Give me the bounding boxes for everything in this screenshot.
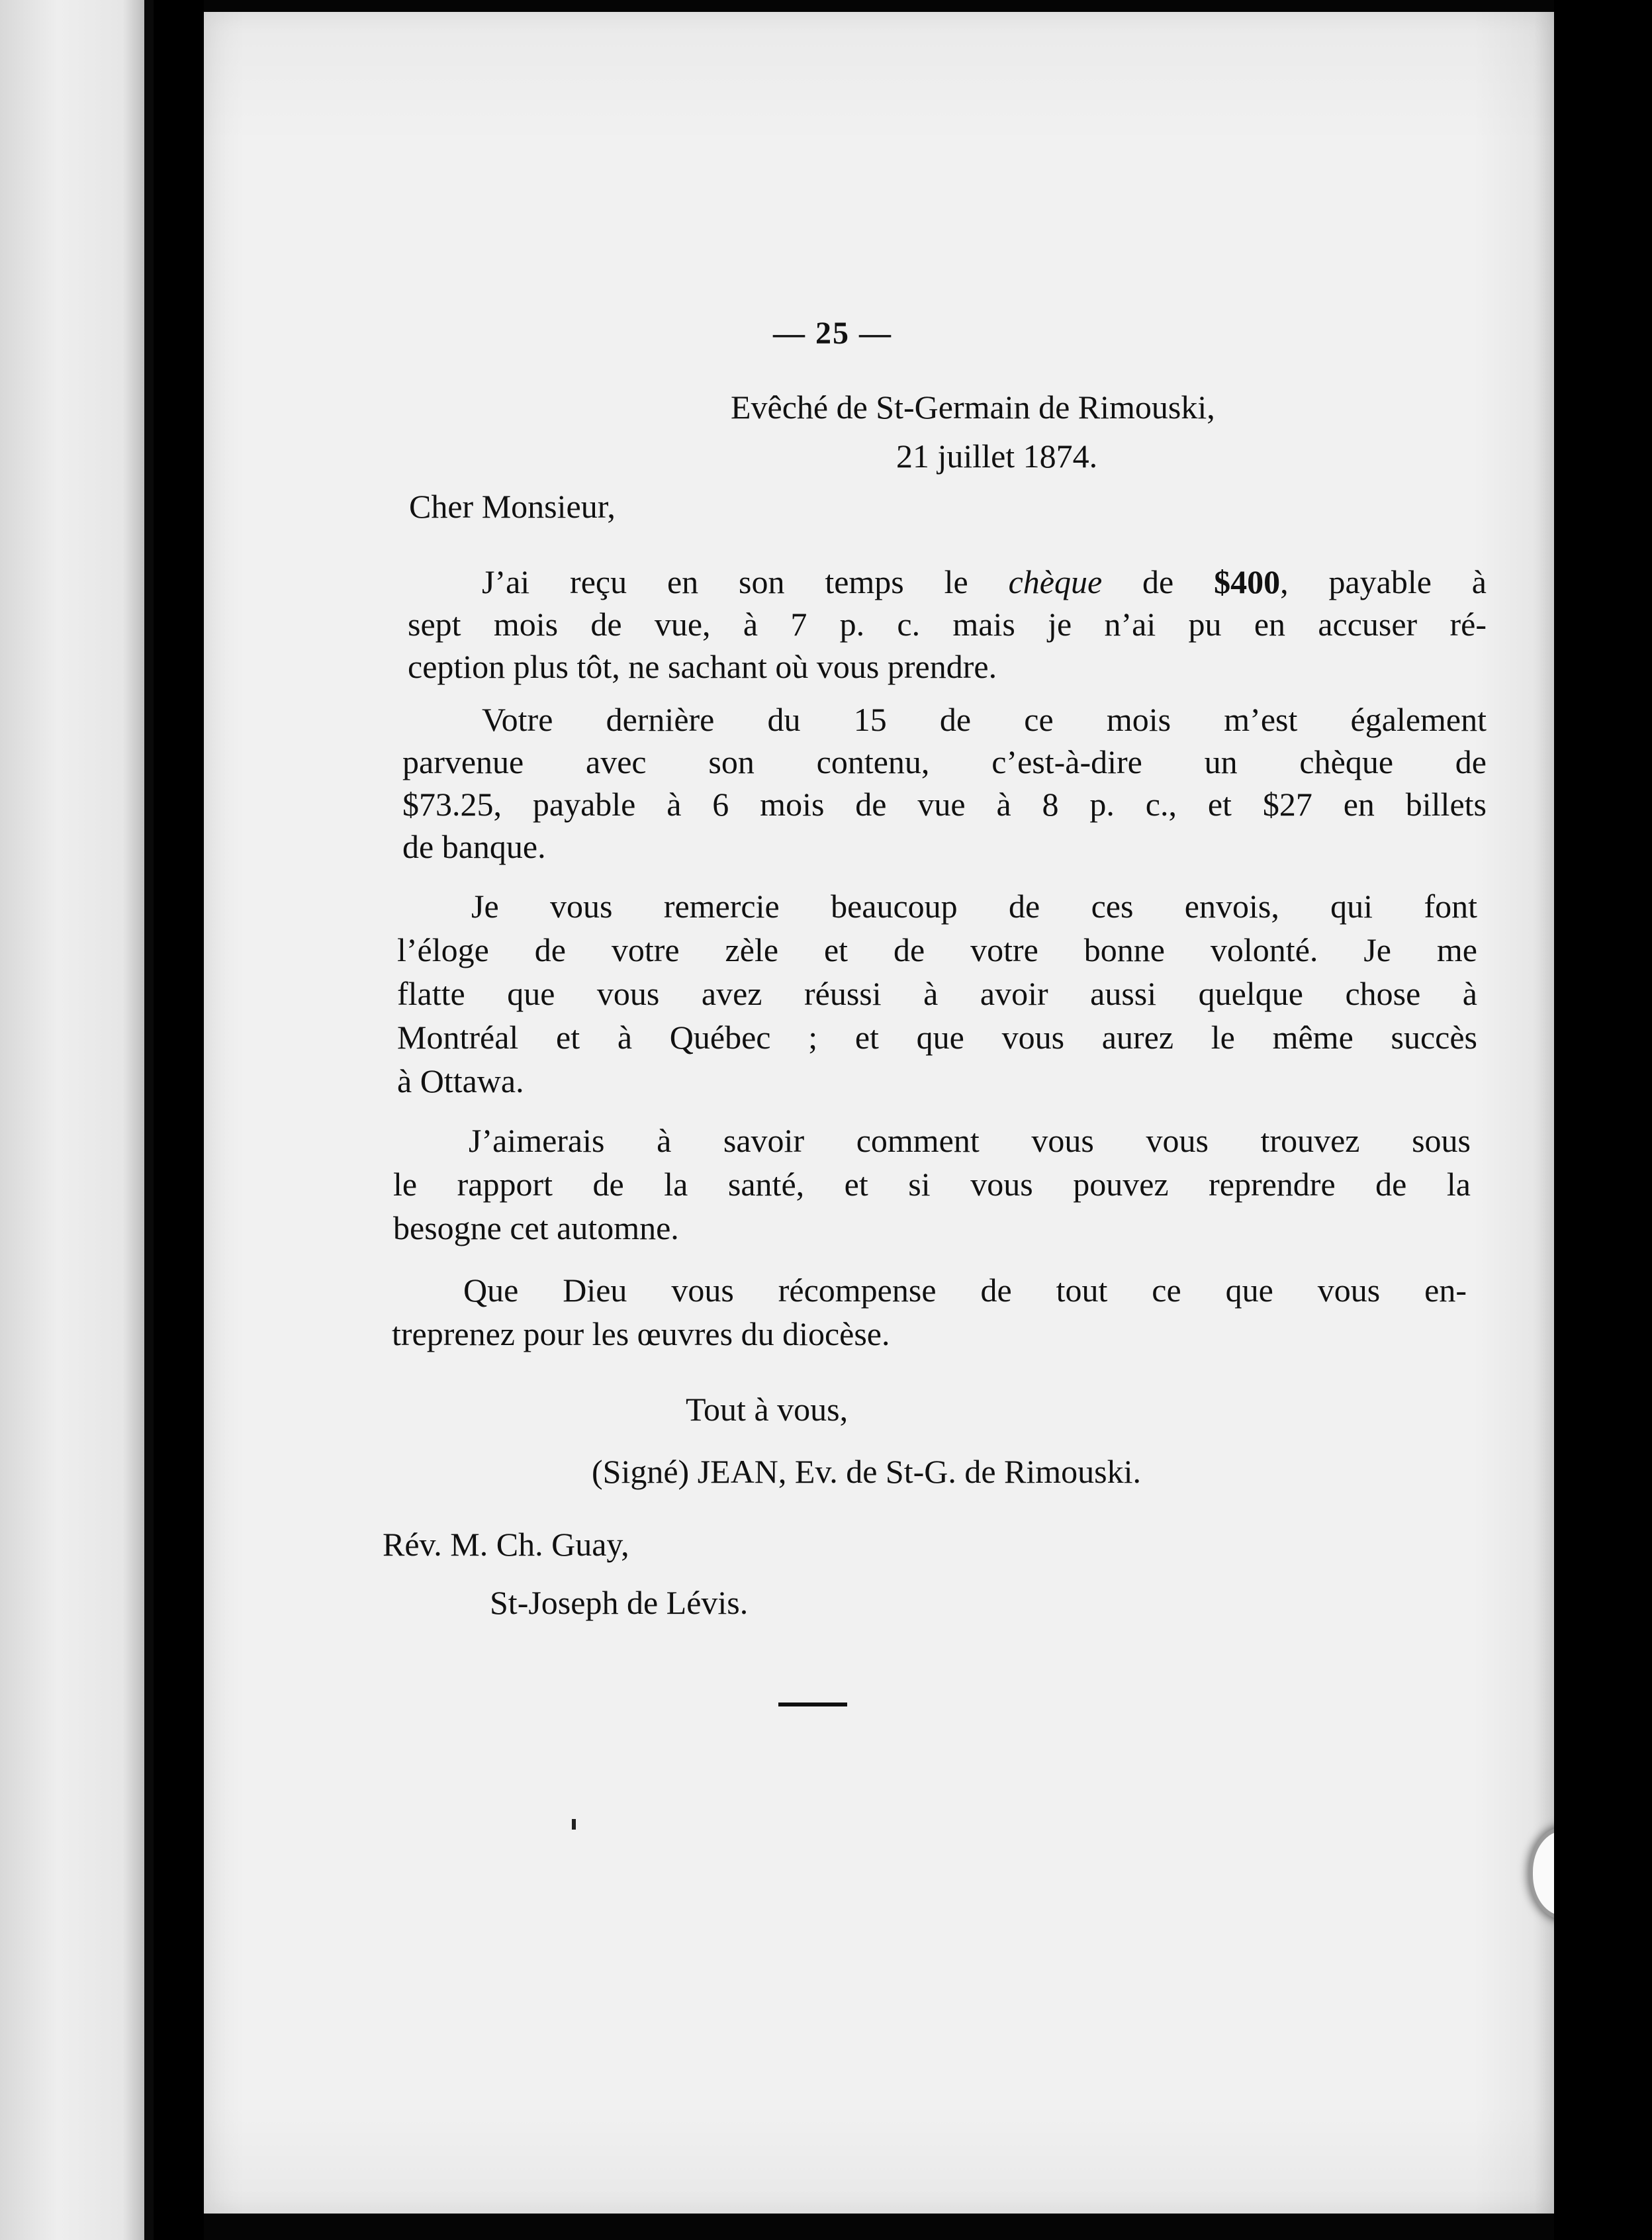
- paragraph-2-line-1: Votre dernière du 15 de ce mois m’est également: [482, 701, 1487, 738]
- signature: (Signé) JEAN, Ev. de St-G. de Rimouski.: [592, 1453, 1142, 1490]
- paragraph-4-line-3: besogne cet automne.: [393, 1209, 679, 1246]
- paragraph-5-line-1: Que Dieu vous récompense de tout ce que vous en-: [463, 1272, 1467, 1309]
- addressee-name: Rév. M. Ch. Guay,: [383, 1526, 629, 1563]
- closing-rule: [778, 1703, 847, 1706]
- facing-page-border: [144, 0, 154, 2240]
- letter-date: 21 juillet 1874.: [896, 438, 1098, 475]
- paragraph-3-line-4: Montréal et à Québec ; et que vous aurez le même succès: [397, 1019, 1477, 1056]
- paragraph-5-line-2: treprenez pour les œuvres du diocèse.: [392, 1315, 890, 1352]
- book-gutter: [154, 0, 204, 2240]
- letter-page: [204, 12, 1554, 2214]
- paragraph-4-line-1: J’aimerais à savoir comment vous vous trouvez sous: [469, 1122, 1471, 1159]
- paragraph-4-line-2: le rapport de la santé, et si vous pouvez reprendre de la: [393, 1166, 1471, 1203]
- paragraph-3-line-5: à Ottawa.: [397, 1062, 524, 1099]
- paragraph-3-line-1: Je vous remercie beaucoup de ces envois, qui font: [471, 888, 1477, 925]
- letter-text: [204, 12, 1554, 2214]
- paragraph-1-line-1: J’ai reçu en son temps le chèque de $400, payable à: [482, 563, 1487, 600]
- paragraph-2-line-3: $73.25, payable à 6 mois de vue à 8 p. c., et $27 en billets: [402, 786, 1487, 823]
- ink-speck: [572, 1819, 576, 1830]
- paragraph-2-line-4: de banque.: [402, 828, 546, 865]
- paragraph-2-line-2: parvenue avec son contenu, c’est-à-dire un chèque de: [402, 743, 1487, 780]
- closing: Tout à vous,: [686, 1391, 849, 1428]
- salutation: Cher Monsieur,: [409, 488, 616, 525]
- page-number: — 25 —: [773, 316, 892, 351]
- paragraph-1-line-3: ception plus tôt, ne sachant où vous prendre.: [408, 648, 997, 685]
- paragraph-3-line-2: l’éloge de votre zèle et de votre bonne volonté. Je me: [397, 931, 1477, 968]
- paragraph-3-line-3: flatte que vous avez réussi à avoir aussi quelque chose à: [397, 975, 1477, 1012]
- facing-page-edge: [0, 0, 144, 2240]
- paragraph-1-line-2: sept mois de vue, à 7 p. c. mais je n’ai pu en accuser ré-: [408, 606, 1487, 643]
- letter-place: Evêché de St-Germain de Rimouski,: [731, 389, 1215, 426]
- scan-background: [1554, 0, 1652, 2240]
- addressee-place: St-Joseph de Lévis.: [490, 1584, 749, 1621]
